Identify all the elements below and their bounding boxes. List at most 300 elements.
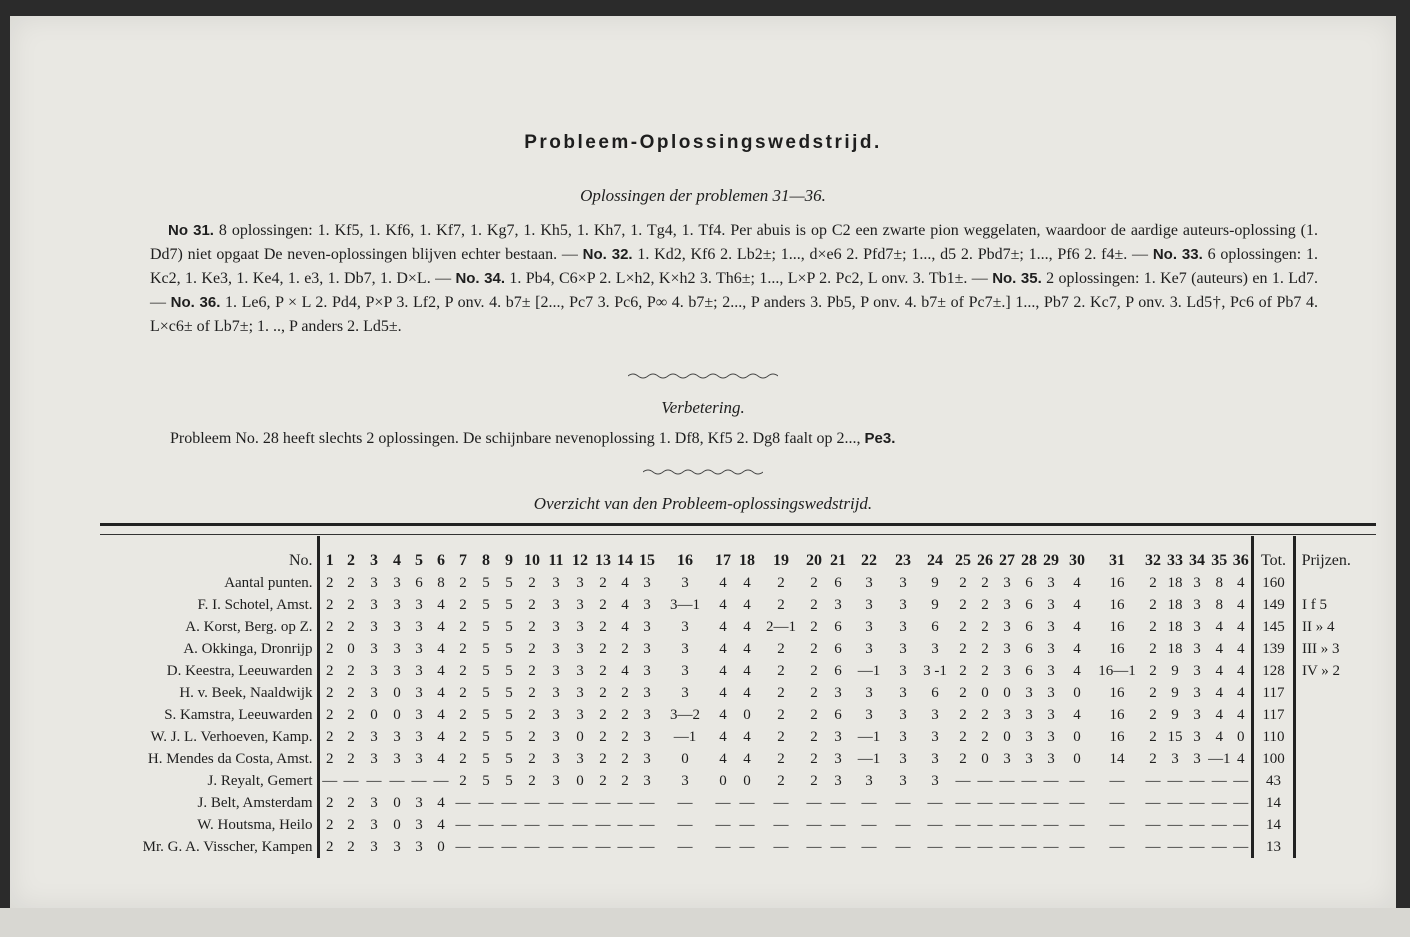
score-cell: 3	[370, 750, 378, 767]
score-cell: 2	[599, 596, 607, 613]
score-cell: 2	[318, 616, 340, 638]
score-cell: 3	[415, 750, 423, 767]
score-cell: 3	[1171, 750, 1179, 767]
score-cell: 3	[415, 640, 423, 657]
problem-number-header: 15	[639, 552, 655, 569]
score-cell: 4	[743, 618, 751, 635]
score-cell: —	[955, 816, 971, 833]
score-cell: 3	[931, 706, 939, 723]
score-cell: 3	[1003, 618, 1011, 635]
score-cell: 3	[865, 640, 873, 657]
problem-number-header: 7	[459, 552, 467, 569]
score-cell: 2	[959, 574, 967, 591]
score-cell: 3	[643, 728, 651, 745]
score-cell: —	[895, 794, 911, 811]
score-cell: —	[1189, 772, 1205, 789]
score-cell: 4	[1073, 706, 1081, 723]
score-cell: 4	[621, 618, 629, 635]
page-bottom-edge	[0, 908, 1410, 937]
table-thin-rule	[100, 534, 1376, 535]
total-cell: 160	[1253, 572, 1295, 594]
score-cell: —	[572, 794, 588, 811]
score-cell: 0	[1003, 728, 1011, 745]
score-cell: 4	[1237, 596, 1245, 613]
score-cell: 3	[643, 574, 651, 591]
score-cell: 16	[1109, 728, 1125, 745]
score-cell: 3	[899, 640, 907, 657]
score-cell: 3	[899, 750, 907, 767]
score-cell: —	[999, 772, 1015, 789]
score-cell: 6	[1025, 662, 1033, 679]
score-cell: 4	[1215, 728, 1223, 745]
score-cell: 2	[981, 640, 989, 657]
score-cell: 0	[981, 684, 989, 701]
total-cell: 139	[1253, 638, 1295, 660]
score-cell: 2	[959, 706, 967, 723]
score-cell: 2	[528, 750, 536, 767]
score-cell: —	[1167, 794, 1183, 811]
score-cell: 3	[370, 684, 378, 701]
solution-text: 2 oplossingen: 1. Ke7 (auteurs) en 1. Ld7. —	[150, 270, 1319, 311]
score-cell: 4	[437, 706, 445, 723]
score-cell: 2	[318, 792, 340, 814]
score-cell: 2	[528, 728, 536, 745]
score-cell: 3	[370, 574, 378, 591]
score-cell: —	[927, 838, 943, 855]
total-cell: 117	[1253, 682, 1295, 704]
score-cell: 0	[681, 750, 689, 767]
score-cell: 18	[1167, 574, 1183, 591]
score-cell: —	[806, 794, 822, 811]
score-cell: —	[501, 838, 517, 855]
correction-text: Probleem No. 28 heeft slechts 2 oplossingen. De schijnbare nevenoplossing 1. Df8, Kf5 2. Dg8 faalt op 2...,	[170, 430, 865, 447]
score-cell: —	[999, 816, 1015, 833]
score-cell: 3	[643, 706, 651, 723]
score-cell: 2	[1149, 574, 1157, 591]
score-cell: —	[455, 816, 471, 833]
score-cell: 5	[482, 728, 490, 745]
problem-number-header: 31	[1109, 552, 1125, 569]
score-cell: 4	[1073, 596, 1081, 613]
score-cell: 2	[959, 750, 967, 767]
score-cell: 8	[1215, 574, 1223, 591]
table-row	[100, 660, 1357, 682]
score-cell: 4	[743, 640, 751, 657]
score-cell: 2	[777, 684, 785, 701]
score-cell: —	[1167, 772, 1183, 789]
score-cell: 6	[1025, 640, 1033, 657]
score-cell: 3	[643, 618, 651, 635]
score-cell: 3	[415, 794, 423, 811]
problem-number-header: 20	[806, 552, 822, 569]
score-cell: 3	[393, 574, 401, 591]
score-cell: 2	[1149, 640, 1157, 657]
score-cell: 3	[415, 706, 423, 723]
score-cell: 3	[576, 596, 584, 613]
score-cell: 6	[931, 684, 939, 701]
score-cell: —	[1167, 816, 1183, 833]
score-cell: 4	[437, 640, 445, 657]
score-cell: 3	[576, 706, 584, 723]
score-cell: —	[639, 816, 655, 833]
score-cell: 2	[777, 706, 785, 723]
score-cell: —	[1145, 794, 1161, 811]
score-cell: 3	[370, 618, 378, 635]
score-cell: —	[1211, 772, 1227, 789]
score-cell: —	[501, 816, 517, 833]
scores-table	[100, 536, 1357, 858]
score-cell: 2	[981, 596, 989, 613]
score-cell: —	[1233, 816, 1249, 833]
score-cell: 3	[552, 662, 560, 679]
no-label: No.	[288, 552, 313, 569]
score-cell: 3—2	[670, 706, 700, 723]
table-top-rule	[100, 523, 1376, 526]
score-cell: —	[548, 838, 564, 855]
score-cell: 0	[1073, 728, 1081, 745]
prize-cell	[1295, 748, 1357, 770]
score-cell: 5	[482, 772, 490, 789]
score-cell: —	[861, 794, 877, 811]
score-cell: —	[318, 770, 340, 792]
score-cell: 2	[810, 640, 818, 657]
score-cell: 3	[1025, 728, 1033, 745]
score-cell: 2	[528, 596, 536, 613]
table-row	[100, 682, 1357, 704]
score-cell: 3	[393, 618, 401, 635]
score-cell: 2	[810, 596, 818, 613]
problem-number-header: 6	[437, 552, 445, 569]
score-cell: 2	[1149, 662, 1157, 679]
table-row	[100, 748, 1357, 770]
score-cell: 2	[459, 596, 467, 613]
score-cell: —	[433, 772, 449, 789]
score-cell: 4	[1237, 618, 1245, 635]
problem-number-header: 34	[1189, 552, 1205, 569]
score-cell: 3	[1025, 706, 1033, 723]
score-cell: 3	[415, 838, 423, 855]
score-cell: 4	[437, 596, 445, 613]
score-cell: 16	[1109, 618, 1125, 635]
participant-name: H. v. Beek, Naaldwijk	[179, 684, 313, 701]
score-cell: 3	[393, 838, 401, 855]
score-cell: —	[1145, 816, 1161, 833]
score-cell: 3	[899, 618, 907, 635]
score-cell: 3	[393, 640, 401, 657]
score-cell: —	[677, 816, 693, 833]
score-cell: 4	[1073, 640, 1081, 657]
score-cell: 2	[959, 640, 967, 657]
score-cell: 9	[1171, 662, 1179, 679]
score-cell: 3	[865, 684, 873, 701]
score-cell: 0	[393, 706, 401, 723]
score-cell: 2	[347, 684, 355, 701]
problem-number-header: 16	[677, 552, 693, 569]
score-cell: —	[595, 816, 611, 833]
score-cell: 5	[482, 750, 490, 767]
score-cell: 4	[1215, 618, 1223, 635]
score-cell: —	[895, 838, 911, 855]
problem-number-header: 24	[927, 552, 943, 569]
score-cell: 2	[810, 662, 818, 679]
score-cell: 2	[318, 572, 340, 594]
score-cell: —1	[673, 728, 697, 745]
score-cell: 2	[777, 596, 785, 613]
score-cell: 5	[505, 596, 513, 613]
score-cell: 3	[1193, 750, 1201, 767]
score-cell: 2	[599, 706, 607, 723]
score-cell: —	[1233, 772, 1249, 789]
participant-name: A. Korst, Berg. op Z.	[185, 618, 313, 635]
score-cell: —	[1233, 794, 1249, 811]
score-cell: 2	[959, 618, 967, 635]
score-cell: 0	[743, 706, 751, 723]
score-cell: 3	[552, 574, 560, 591]
score-cell: 5	[482, 662, 490, 679]
score-cell: 2	[347, 838, 355, 855]
score-cell: 2	[810, 706, 818, 723]
score-cell: —	[739, 794, 755, 811]
score-cell: 2	[347, 750, 355, 767]
prize-cell	[1295, 726, 1357, 748]
score-cell: 3	[1047, 728, 1055, 745]
score-cell: —	[1043, 772, 1059, 789]
score-cell: 2	[777, 750, 785, 767]
score-cell: 14	[1109, 750, 1125, 767]
score-cell: 3	[931, 750, 939, 767]
table-row	[100, 638, 1357, 660]
solution-text: 1. Pb4, C6×P 2. L×h2, K×h2 3. Th6±; 1..., L×P 2. Pc2, L onv. 3. Tb1±. —	[505, 270, 993, 287]
score-cell: 3	[899, 684, 907, 701]
score-cell: 4	[437, 618, 445, 635]
score-cell: —	[806, 838, 822, 855]
score-cell: —	[524, 816, 540, 833]
score-cell: 2	[959, 684, 967, 701]
score-cell: 3	[1193, 640, 1201, 657]
score-cell: 6	[415, 574, 423, 591]
score-cell: 4	[1215, 706, 1223, 723]
score-cell: 3	[576, 662, 584, 679]
score-cell: —	[861, 838, 877, 855]
score-cell: 0	[370, 706, 378, 723]
score-cell: 3	[1003, 706, 1011, 723]
score-cell: —	[715, 838, 731, 855]
score-cell: 3	[1003, 596, 1011, 613]
score-cell: —	[1069, 816, 1085, 833]
score-cell: 3	[1003, 662, 1011, 679]
score-cell: 6	[1025, 618, 1033, 635]
table-row	[100, 792, 1357, 814]
score-cell: —	[1189, 794, 1205, 811]
problem-number-header: 13	[595, 552, 611, 569]
participant-name: Mr. G. A. Visscher, Kampen	[142, 838, 313, 855]
score-cell: 5	[505, 772, 513, 789]
score-cell: —	[1021, 838, 1037, 855]
problem-number-label: No. 34.	[455, 270, 505, 287]
score-cell: 9	[1171, 706, 1179, 723]
score-cell: 2	[959, 662, 967, 679]
score-cell: —	[1069, 794, 1085, 811]
score-cell: 5	[482, 706, 490, 723]
score-cell: —	[1043, 838, 1059, 855]
score-cell: 2	[777, 662, 785, 679]
score-cell: 4	[1073, 574, 1081, 591]
score-cell: 2	[318, 660, 340, 682]
score-cell: —	[478, 838, 494, 855]
problem-number-header: 35	[1211, 552, 1228, 569]
score-cell: 2	[621, 640, 629, 657]
problem-number-header: 36	[1232, 552, 1249, 569]
problem-number-header: 3	[370, 552, 378, 569]
score-cell: —	[1145, 838, 1161, 855]
problem-number-header: 30	[1069, 552, 1085, 569]
score-cell: —	[1145, 772, 1161, 789]
score-cell: 2	[810, 574, 818, 591]
score-cell: 16—1	[1098, 662, 1136, 679]
score-cell: 5	[482, 618, 490, 635]
score-cell: 3	[576, 618, 584, 635]
score-cell: 3	[834, 728, 842, 745]
wavy-divider	[10, 368, 1396, 386]
score-cell: 4	[437, 684, 445, 701]
score-cell: 3	[1047, 618, 1055, 635]
problem-number-header: 12	[572, 552, 588, 569]
prize-cell	[1295, 682, 1357, 704]
score-cell: 9	[931, 574, 939, 591]
score-cell: 2	[981, 574, 989, 591]
score-cell: 2	[810, 728, 818, 745]
score-cell: 4	[743, 728, 751, 745]
score-cell: 3	[865, 772, 873, 789]
score-cell: 4	[1237, 706, 1245, 723]
score-cell: 3	[899, 706, 907, 723]
score-cell: 5	[505, 706, 513, 723]
score-cell: —	[977, 794, 993, 811]
score-cell: 2	[347, 728, 355, 745]
problem-number-header: 11	[548, 552, 564, 569]
total-cell: 13	[1253, 836, 1295, 858]
score-cell: 2	[347, 816, 355, 833]
score-cell: —	[1233, 838, 1249, 855]
score-cell: 3	[834, 750, 842, 767]
score-cell: 0	[1237, 728, 1245, 745]
score-cell: 4	[719, 706, 727, 723]
score-cell: 3	[393, 662, 401, 679]
score-cell: 2	[777, 728, 785, 745]
score-cell: 4	[1237, 662, 1245, 679]
score-cell: 2	[318, 638, 340, 660]
score-cell: 2	[318, 704, 340, 726]
score-cell: —	[677, 838, 693, 855]
score-cell: 4	[1237, 750, 1245, 767]
score-cell: 4	[621, 574, 629, 591]
score-cell: 5	[505, 640, 513, 657]
score-cell: 3	[1025, 750, 1033, 767]
problem-number-label: No 31.	[168, 222, 214, 239]
score-cell: 3	[931, 772, 939, 789]
score-cell: 3	[393, 728, 401, 745]
score-cell: 0	[347, 640, 355, 657]
score-cell: 4	[719, 596, 727, 613]
prize-cell: I f 5	[1295, 594, 1357, 616]
score-cell: 2	[459, 728, 467, 745]
score-cell: 18	[1167, 618, 1183, 635]
prize-cell	[1295, 814, 1357, 836]
correction-bold: Pe3.	[864, 430, 896, 447]
score-cell: —	[830, 816, 846, 833]
problem-number-header: 22	[861, 552, 877, 569]
score-cell: 3	[370, 640, 378, 657]
score-cell: 2	[1149, 684, 1157, 701]
score-cell: 4	[1073, 662, 1081, 679]
score-cell: 3	[415, 728, 423, 745]
score-cell: 4	[719, 728, 727, 745]
table-row	[100, 836, 1357, 858]
score-cell: 0	[1073, 750, 1081, 767]
score-cell: 6	[1025, 574, 1033, 591]
score-cell: 0	[576, 772, 584, 789]
score-cell: —	[773, 816, 789, 833]
solution-text: 8 oplossingen: 1. Kf5, 1. Kf6, 1. Kf7, 1. Kg7, 1. Kh5, 1. Kh7, 1. Tg4, 1. Tf4. Per abuis is op C2 een zwarte pion weggelaten, waardoor de aardige auteurs-oplossing (1. Dd7) niet opgaat De neven-oplossingen blijven echter bestaan. —	[150, 222, 1319, 263]
score-cell: 3	[415, 618, 423, 635]
score-cell: 4	[437, 662, 445, 679]
score-cell: 4	[1237, 574, 1245, 591]
score-cell: 6	[1025, 596, 1033, 613]
score-cell: 3	[552, 618, 560, 635]
score-cell: —	[1021, 794, 1037, 811]
score-cell: —	[830, 838, 846, 855]
participant-name: W. J. L. Verhoeven, Kamp.	[150, 728, 313, 745]
score-cell: 16	[1109, 684, 1125, 701]
score-cell: 0	[393, 794, 401, 811]
problem-number-header: 2	[347, 552, 355, 569]
score-cell: —	[739, 838, 755, 855]
participant-name: J. Belt, Amsterdam	[197, 794, 313, 811]
score-cell: —	[1043, 816, 1059, 833]
score-cell: 3	[1047, 684, 1055, 701]
score-cell: 2	[318, 594, 340, 616]
score-cell: 2	[528, 684, 536, 701]
score-cell: 3	[899, 574, 907, 591]
score-cell: 4	[437, 750, 445, 767]
problem-number-header: 23	[895, 552, 911, 569]
table-header-row	[100, 536, 1357, 572]
score-cell: 2	[959, 596, 967, 613]
problem-number-label: No. 33.	[1152, 246, 1203, 263]
total-header: Tot.	[1253, 536, 1295, 572]
score-cell: 2—1	[766, 618, 796, 635]
score-cell: 2	[1149, 728, 1157, 745]
total-cell: 117	[1253, 704, 1295, 726]
score-cell: 2	[621, 684, 629, 701]
score-cell: 5	[505, 728, 513, 745]
score-cell: 3	[834, 772, 842, 789]
score-cell: 4	[437, 794, 445, 811]
score-cell: 2	[347, 574, 355, 591]
participant-name: F. I. Schotel, Amst.	[197, 596, 313, 613]
score-cell: 6	[834, 706, 842, 723]
score-cell: —	[1069, 838, 1085, 855]
score-cell: —	[1109, 794, 1125, 811]
prize-cell	[1295, 836, 1357, 858]
score-cell: 4	[743, 574, 751, 591]
score-cell: 6	[834, 662, 842, 679]
score-cell: 2	[459, 574, 467, 591]
score-cell: 4	[743, 596, 751, 613]
score-cell: —	[455, 794, 471, 811]
score-cell: —	[715, 794, 731, 811]
table-row	[100, 704, 1357, 726]
